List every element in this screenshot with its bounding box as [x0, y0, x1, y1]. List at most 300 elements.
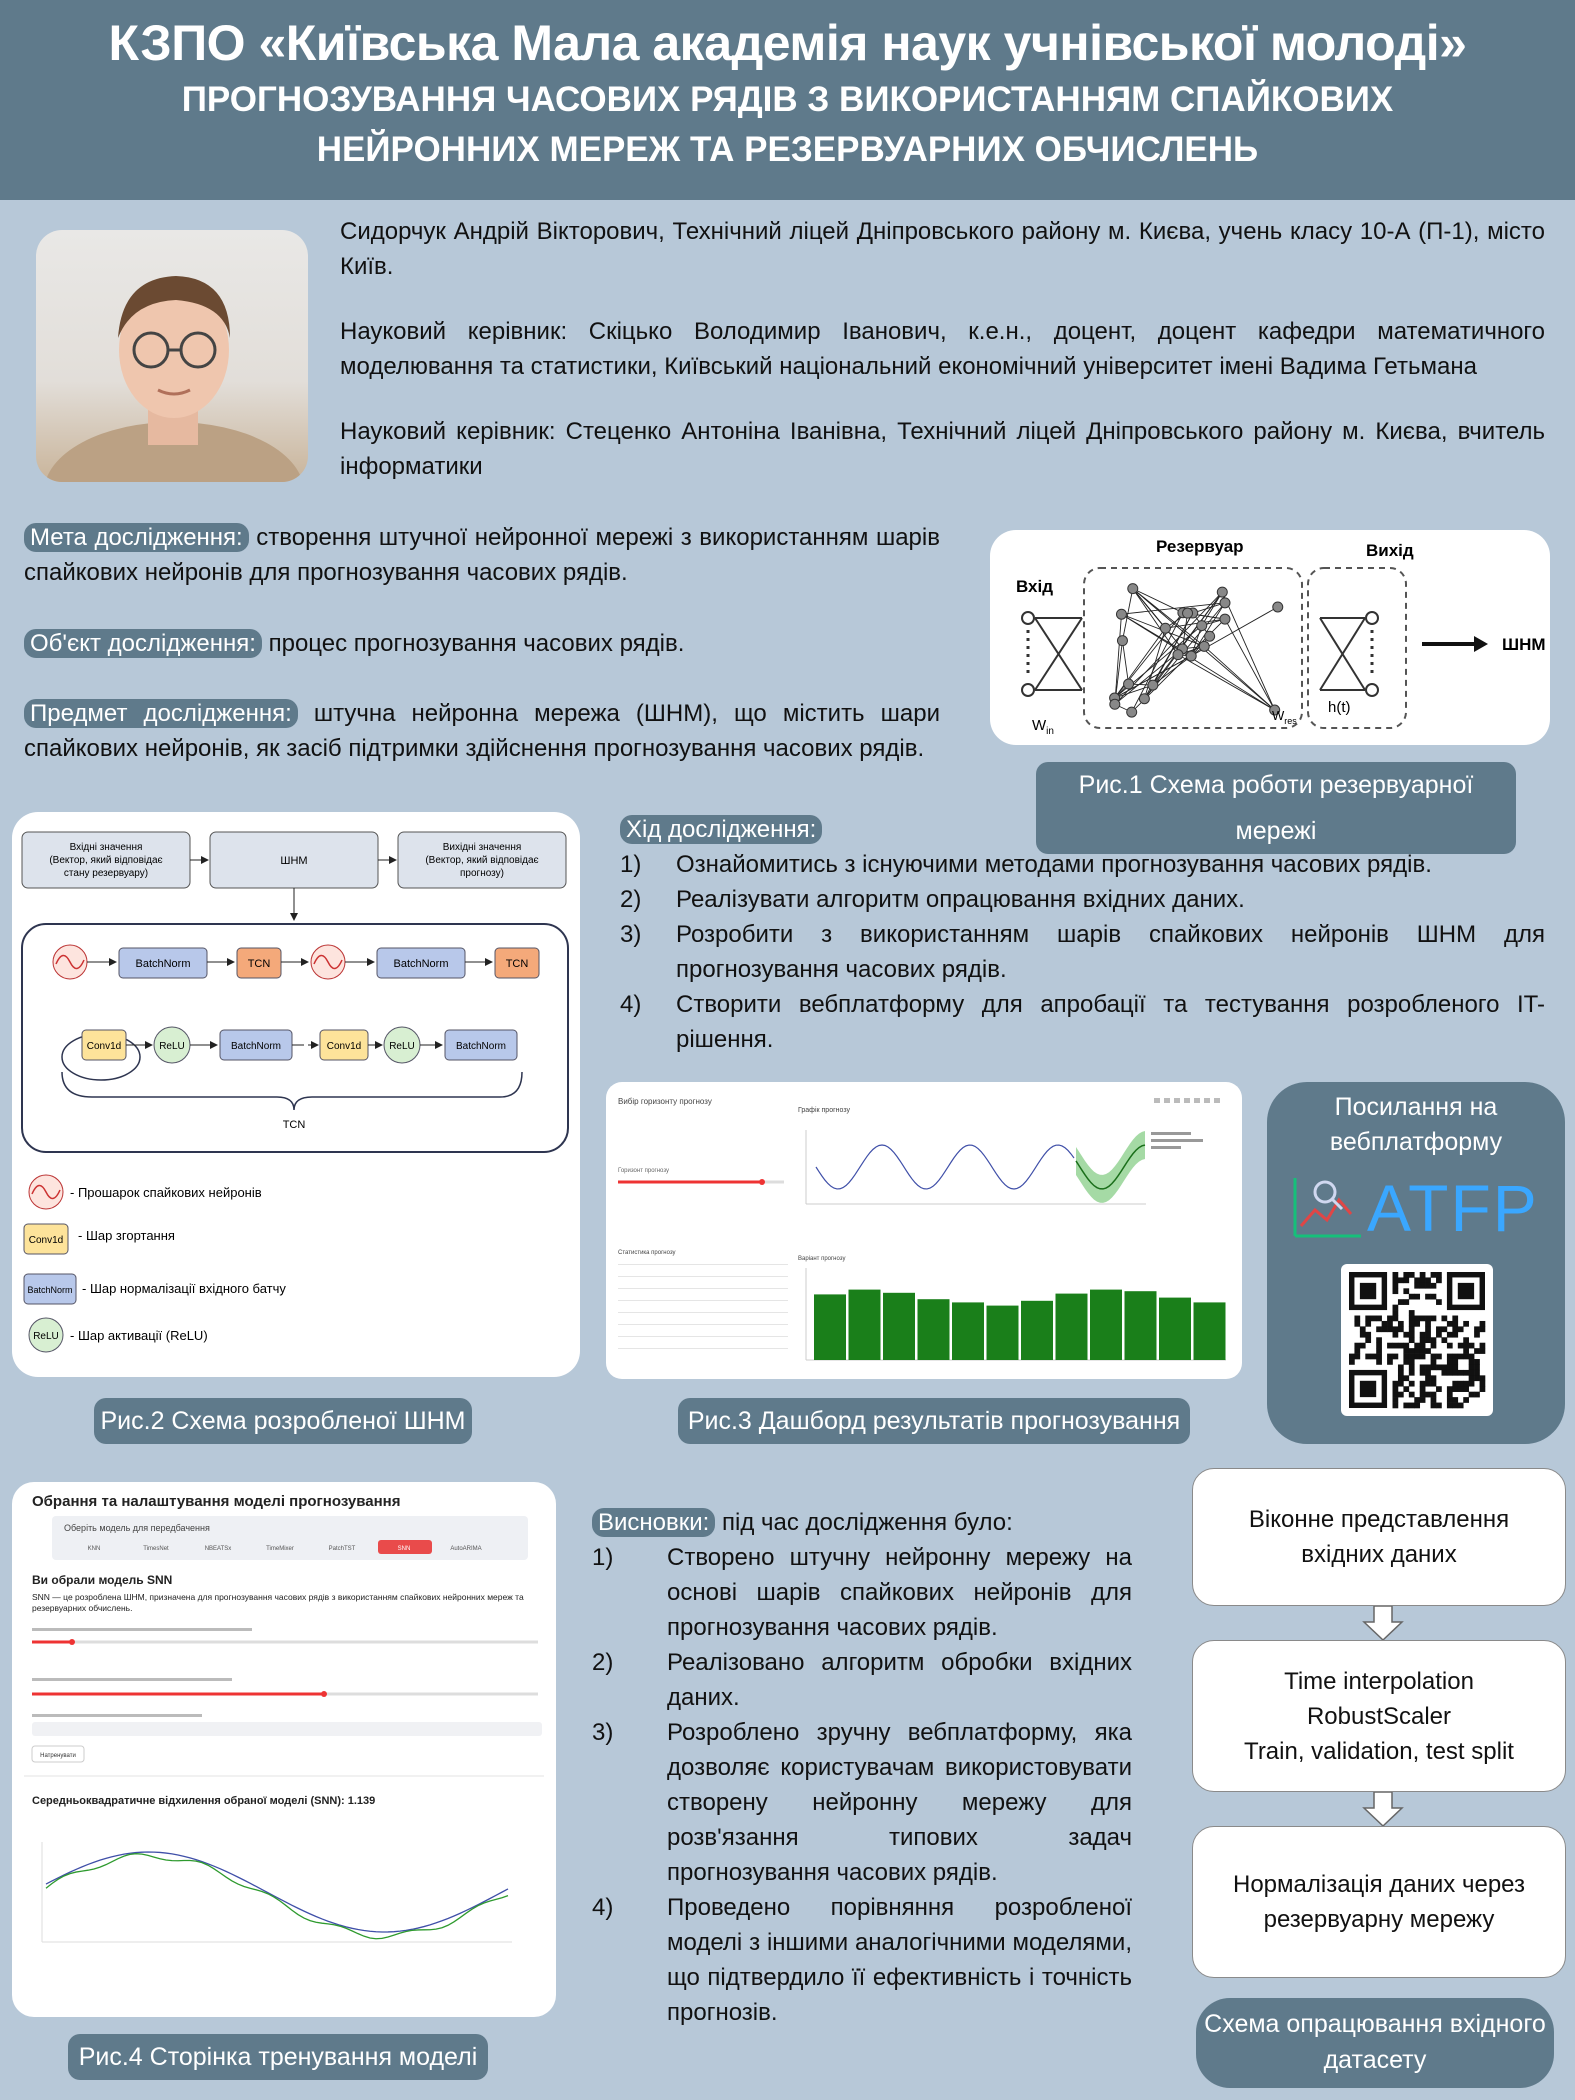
forecast-bars — [814, 1290, 1226, 1360]
qr-module — [1458, 1386, 1464, 1392]
qr-module — [1425, 1332, 1431, 1338]
qr-module — [1436, 1403, 1442, 1409]
qr-module — [1414, 1397, 1420, 1403]
input-node — [1022, 612, 1034, 624]
qr-module — [1431, 1364, 1437, 1370]
output-box — [1308, 568, 1406, 728]
param-slider-1-thumb[interactable] — [69, 1639, 75, 1645]
qr-module — [1474, 1370, 1480, 1376]
qr-module — [1425, 1316, 1431, 1322]
subject-label: Предмет дослідження: — [24, 699, 298, 728]
subject-text: штучна нейронна мережа (ШНМ), що містить шари спайкових нейронів, як засіб підтримки здійснення прогнозування часових рядів. — [24, 700, 940, 762]
qr-module — [1382, 1321, 1388, 1327]
svg-text:TCN: TCN — [505, 958, 529, 970]
svg-text:(Вектор, який відповідає: (Вектор, який відповідає — [49, 855, 163, 866]
qr-module — [1403, 1375, 1409, 1381]
qr-module — [1414, 1343, 1420, 1349]
flow-box-window — [1192, 1468, 1566, 1606]
qr-module — [1414, 1403, 1420, 1409]
model-tab-timemixer[interactable]: TimeMixer — [266, 1546, 294, 1552]
stats-table-row — [618, 1276, 788, 1277]
qr-module — [1393, 1272, 1399, 1278]
qr-module — [1452, 1359, 1458, 1365]
qr-module — [1409, 1392, 1415, 1398]
qr-module — [1425, 1326, 1431, 1332]
svg-text:Вихідні значення: Вихідні значення — [442, 842, 522, 853]
qr-module — [1436, 1332, 1442, 1338]
fig1-caption: Рис.1 Схема роботи резервуарної мережі — [1036, 762, 1516, 854]
forecast-bar — [1021, 1301, 1053, 1360]
author-advisor-1: Науковий керівник: Скіцько Володимир Іванович, к.е.н., доцент, доцент кафедри математичного моделювання та статистики, Київський національний економічний університет імені Вадима Гетьмана — [340, 318, 1545, 380]
flow-caption-line2: датасету — [1323, 2046, 1427, 2074]
qr-module — [1414, 1321, 1420, 1327]
conclusions-list — [592, 1540, 1132, 2030]
stats-table-row — [618, 1312, 788, 1313]
qr-module — [1393, 1332, 1399, 1338]
qr-module — [1431, 1354, 1437, 1360]
qr-module — [1463, 1381, 1469, 1387]
flow-box-preprocessing — [1192, 1640, 1566, 1792]
qr-module — [1398, 1321, 1404, 1327]
qr-module — [1403, 1332, 1409, 1338]
research-step — [620, 882, 1545, 917]
qr-module — [1463, 1337, 1469, 1343]
qr-module — [1420, 1343, 1426, 1349]
reservoir-node — [1273, 602, 1283, 612]
qr-module — [1463, 1321, 1469, 1327]
qr-module — [1480, 1381, 1486, 1387]
qr-module — [1431, 1375, 1437, 1381]
qr-module — [1376, 1337, 1382, 1343]
qr-module — [1360, 1326, 1366, 1332]
qr-finder — [1458, 1283, 1474, 1299]
qr-module — [1431, 1294, 1437, 1300]
object-text: процес прогнозування часових рядів. — [261, 630, 685, 657]
qr-module — [1393, 1354, 1399, 1360]
conclusion-item — [592, 1715, 1132, 1890]
svg-text:ReLU: ReLU — [33, 1331, 59, 1342]
stats-table-row — [618, 1336, 788, 1337]
qr-module — [1365, 1337, 1371, 1343]
svg-text:ШНМ: ШНМ — [280, 855, 308, 867]
svg-text:(Вектор, який відповідає: (Вектор, який відповідає — [425, 855, 539, 866]
stats-table-row — [618, 1300, 788, 1301]
model-tab-nbeatsx[interactable]: NBEATSx — [204, 1546, 232, 1552]
qr-module — [1420, 1348, 1426, 1354]
forecast-bar — [1056, 1294, 1088, 1360]
reservoir-label: Резервуар — [1156, 537, 1244, 556]
qr-module — [1393, 1326, 1399, 1332]
qr-module — [1436, 1386, 1442, 1392]
qr-module — [1452, 1381, 1458, 1387]
qr-module — [1425, 1370, 1431, 1376]
qr-module — [1441, 1326, 1447, 1332]
qr-module — [1393, 1305, 1399, 1311]
qr-module — [1398, 1343, 1404, 1349]
goal-label: Мета дослідження: — [24, 523, 249, 552]
conclusion-number: 2) — [592, 1649, 614, 1676]
qr-module — [1398, 1392, 1404, 1398]
qr-module — [1420, 1337, 1426, 1343]
author-advisor-2: Науковий керівник: Стеценко Антоніна Іванівна, Технічний ліцей Дніпровського району м. Києва, вчитель інформатики — [340, 418, 1545, 480]
reservoir-node — [1148, 680, 1158, 690]
qr-module — [1398, 1364, 1404, 1370]
forecast-bar — [918, 1299, 950, 1360]
conclusion-text: Реалізовано алгоритм обробки вхідних даних. — [667, 1649, 1132, 1711]
qr-module — [1409, 1337, 1415, 1343]
model-tab-knn[interactable]: KNN — [87, 1546, 101, 1552]
step-text: Реалізувати алгоритм опрацювання вхідних даних. — [676, 886, 1245, 913]
qr-module — [1409, 1294, 1415, 1300]
reservoir-network — [1110, 584, 1283, 717]
qr-module — [1420, 1392, 1426, 1398]
svg-text:Conv1d: Conv1d — [326, 1041, 362, 1052]
reservoir-edge — [1178, 655, 1275, 710]
fig2-caption: Рис.2 Схема розробленої ШНМ — [94, 1398, 472, 1444]
qr-module — [1447, 1354, 1453, 1360]
arrow-right-icon — [1474, 636, 1488, 652]
qr-module — [1371, 1316, 1377, 1322]
qr-module — [1393, 1288, 1399, 1294]
qr-module — [1420, 1277, 1426, 1283]
reservoir-node — [1116, 609, 1126, 619]
qr-module — [1425, 1381, 1431, 1387]
qr-module — [1441, 1337, 1447, 1343]
link-panel-title-2: вебплатформу — [1329, 1128, 1503, 1156]
conclusion-text: Проведено порівняння розробленої моделі з іншими аналогічними моделями, що підтвердило її ефективність і точність прогнозів. — [667, 1894, 1132, 2026]
step-number: 2) — [620, 886, 642, 913]
qr-module — [1447, 1321, 1453, 1327]
authors-block — [340, 214, 1545, 514]
qr-module — [1452, 1321, 1458, 1327]
reservoir-node — [1199, 641, 1209, 651]
param-slider-2-thumb[interactable] — [321, 1691, 327, 1697]
stats-table-row — [618, 1324, 788, 1325]
qr-module — [1393, 1397, 1399, 1403]
qr-module — [1425, 1392, 1431, 1398]
qr-module — [1393, 1283, 1399, 1289]
reservoir-node — [1110, 699, 1120, 709]
qr-module — [1409, 1316, 1415, 1322]
qr-module — [1425, 1337, 1431, 1343]
horizon-slider-label: Горизонт прогнозу — [618, 1168, 669, 1174]
forecast-bar — [952, 1302, 984, 1360]
qr-module — [1463, 1370, 1469, 1376]
qr-module — [1431, 1397, 1437, 1403]
qr-module — [1420, 1370, 1426, 1376]
qr-module — [1463, 1397, 1469, 1403]
qr-module — [1420, 1332, 1426, 1338]
qr-module — [1409, 1348, 1415, 1354]
qr-module — [1480, 1343, 1486, 1349]
flow-box-preprocessing-line2: RobustScaler — [1306, 1702, 1452, 1730]
param-select[interactable] — [32, 1722, 542, 1736]
reservoir-edge — [1133, 589, 1166, 629]
qr-module — [1393, 1343, 1399, 1349]
atfp-logo-icon — [1287, 1170, 1367, 1242]
fig4-training-page — [12, 1482, 556, 2017]
svg-text:Conv1d: Conv1d — [86, 1041, 122, 1052]
qr-module — [1376, 1354, 1382, 1360]
qr-module — [1431, 1392, 1437, 1398]
qr-finder — [1360, 1381, 1376, 1397]
qr-module — [1349, 1354, 1355, 1360]
forecast-bar — [1194, 1302, 1226, 1360]
chosen-model-text: Ви обрали модель SNN — [32, 1573, 173, 1587]
qr-module — [1354, 1354, 1360, 1360]
training-predicted-line — [46, 1854, 508, 1939]
fig1-reservoir-diagram — [990, 530, 1550, 745]
qr-module — [1349, 1359, 1355, 1365]
svg-text:Conv1d: Conv1d — [28, 1235, 64, 1246]
qr-module — [1387, 1326, 1393, 1332]
qr-module — [1458, 1343, 1464, 1349]
flow-arrow-down-icon — [1362, 1606, 1404, 1642]
qr-module — [1452, 1316, 1458, 1322]
project-title-line1: ПРОГНОЗУВАННЯ ЧАСОВИХ РЯДІВ З ВИКОРИСТАННЯМ СПАЙКОВИХ — [181, 80, 1394, 119]
forecast-bar — [849, 1290, 881, 1360]
qr-module — [1425, 1348, 1431, 1354]
institution-title: КЗПО «Київська Мала академія наук учнівської молоді» — [108, 15, 1467, 71]
model-tab-autoarima[interactable]: AutoARIMA — [450, 1546, 482, 1552]
svg-text:ReLU: ReLU — [159, 1041, 185, 1052]
qr-module — [1387, 1343, 1393, 1349]
qr-module — [1474, 1359, 1480, 1365]
svg-text:BatchNorm: BatchNorm — [393, 958, 449, 970]
qr-module — [1409, 1403, 1415, 1409]
qr-module — [1425, 1321, 1431, 1327]
qr-module — [1452, 1364, 1458, 1370]
reservoir-node — [1124, 679, 1134, 689]
step-number: 3) — [620, 921, 642, 948]
qr-module — [1447, 1332, 1453, 1338]
qr-module — [1403, 1343, 1409, 1349]
qr-module — [1452, 1370, 1458, 1376]
svg-text:BatchNorm: BatchNorm — [455, 1041, 507, 1052]
qr-module — [1447, 1359, 1453, 1365]
qr-module — [1414, 1283, 1420, 1289]
wres-label: $W_{res}$ — [1272, 708, 1297, 726]
reservoir-node — [1217, 587, 1227, 597]
stats-table-row — [618, 1264, 788, 1265]
qr-module — [1393, 1392, 1399, 1398]
flow-box-normalization-line1: Нормалізація даних через — [1232, 1871, 1525, 1898]
qr-module — [1469, 1370, 1475, 1376]
reservoir-node — [1127, 707, 1137, 717]
svg-text:BatchNorm: BatchNorm — [230, 1041, 282, 1052]
qr-module — [1409, 1310, 1415, 1316]
qr-finder — [1360, 1283, 1376, 1299]
qr-module — [1414, 1354, 1420, 1360]
qr-module — [1447, 1403, 1453, 1409]
qr-module — [1425, 1277, 1431, 1283]
fig2-snn-diagram — [12, 812, 580, 1377]
qr-module — [1469, 1381, 1475, 1387]
qr-module — [1376, 1326, 1382, 1332]
qr-module — [1409, 1354, 1415, 1360]
qr-module — [1436, 1364, 1442, 1370]
qr-module — [1463, 1386, 1469, 1392]
qr-module — [1387, 1359, 1393, 1365]
flow-box-preprocessing-line3: Train, validation, test split — [1244, 1737, 1514, 1765]
qr-module — [1403, 1354, 1409, 1360]
win-label: $W_{in}$ — [1032, 717, 1054, 737]
qr-module — [1431, 1343, 1437, 1349]
reservoir-node — [1220, 598, 1230, 608]
qr-module — [1458, 1403, 1464, 1409]
forecast-bar — [1090, 1290, 1122, 1360]
conclusion-item — [592, 1645, 1132, 1715]
qr-module — [1403, 1299, 1409, 1305]
qr-module — [1398, 1299, 1404, 1305]
model-tab-timesnet[interactable]: TimesNet — [143, 1546, 169, 1552]
output-node — [1366, 612, 1378, 624]
qr-module — [1403, 1288, 1409, 1294]
qr-module — [1403, 1359, 1409, 1365]
qr-module — [1474, 1326, 1480, 1332]
flow-caption-line1: Схема опрацювання вхідного — [1204, 2010, 1546, 2038]
qr-module — [1436, 1299, 1442, 1305]
qr-module — [1414, 1277, 1420, 1283]
qr-module — [1414, 1348, 1420, 1354]
qr-module — [1447, 1392, 1453, 1398]
qr-module — [1387, 1354, 1393, 1360]
reservoir-node — [1139, 694, 1149, 704]
conclusions-block — [592, 1505, 1132, 2030]
step-number: 4) — [620, 991, 642, 1018]
qr-module — [1376, 1359, 1382, 1365]
author-student: Сидорчук Андрій Вікторович, Технічний ліцей Дніпровського району м. Києва, учень класу 10-А (П-1), місто Київ. — [340, 218, 1545, 280]
author-photo — [36, 230, 308, 482]
dashboard-svg — [606, 1082, 1242, 1379]
qr-module — [1431, 1359, 1437, 1365]
reservoir-node — [1197, 621, 1207, 631]
qr-module — [1403, 1277, 1409, 1283]
forecast-bar — [1125, 1291, 1157, 1360]
reservoir-node — [1220, 614, 1230, 624]
qr-module — [1458, 1354, 1464, 1360]
qr-module — [1436, 1326, 1442, 1332]
qr-module — [1403, 1386, 1409, 1392]
qr-module — [1436, 1354, 1442, 1360]
qr-module — [1436, 1277, 1442, 1283]
reservoir-node — [1173, 650, 1183, 660]
qr-module — [1469, 1364, 1475, 1370]
qr-code[interactable] — [1341, 1264, 1493, 1416]
forecast-bar — [987, 1306, 1019, 1360]
research-step — [620, 917, 1545, 987]
qr-module — [1398, 1381, 1404, 1387]
qr-module — [1414, 1294, 1420, 1300]
reservoir-node — [1186, 651, 1196, 661]
qr-module — [1458, 1326, 1464, 1332]
qr-module — [1376, 1343, 1382, 1349]
qr-module — [1480, 1386, 1486, 1392]
object-label: Об'єкт дослідження: — [24, 629, 262, 658]
object-block — [24, 626, 940, 661]
qr-module — [1393, 1403, 1399, 1409]
qr-module — [1354, 1343, 1360, 1349]
qr-module — [1425, 1364, 1431, 1370]
reservoir-node — [1205, 631, 1215, 641]
qr-module — [1420, 1364, 1426, 1370]
webplatform-link-panel — [1267, 1082, 1565, 1444]
qr-module — [1393, 1277, 1399, 1283]
qr-module — [1480, 1375, 1486, 1381]
qr-module — [1447, 1343, 1453, 1349]
qr-module — [1365, 1316, 1371, 1322]
output-node — [1366, 684, 1378, 696]
qr-module — [1431, 1403, 1437, 1409]
qr-module — [1409, 1359, 1415, 1365]
tcn-group-label: TCN — [282, 1119, 306, 1131]
qr-module — [1387, 1321, 1393, 1327]
goal-text: створення штучної нейронної мережі з використанням шарів спайкових нейронів для прогнозування часових рядів. — [24, 524, 940, 586]
qr-module — [1425, 1294, 1431, 1300]
qr-module — [1474, 1348, 1480, 1354]
qr-module — [1382, 1326, 1388, 1332]
qr-module — [1480, 1326, 1486, 1332]
qr-module — [1409, 1272, 1415, 1278]
step-text: Розробити з використанням шарів спайкових нейронів ШНМ для прогнозування часових рядів. — [676, 921, 1545, 983]
horizon-slider-thumb[interactable] — [759, 1179, 765, 1185]
reservoir-node — [1117, 636, 1127, 646]
qr-module — [1463, 1354, 1469, 1360]
qr-module — [1431, 1381, 1437, 1387]
qr-module — [1403, 1348, 1409, 1354]
snn-arrow-label: ШНМ — [1502, 635, 1546, 654]
dashboard-chart1-title: Графік прогнозу — [798, 1107, 850, 1114]
qr-module — [1371, 1354, 1377, 1360]
step-text: Ознайомитись з існуючими методами прогнозування часових рядів. — [676, 851, 1432, 878]
research-block — [620, 812, 1545, 1057]
flow-box-normalization-line2: резервуарну мережу — [1263, 1906, 1495, 1933]
qr-module — [1452, 1326, 1458, 1332]
forecast-bar — [883, 1293, 915, 1360]
forecast-bar — [1159, 1298, 1191, 1360]
qr-module — [1474, 1375, 1480, 1381]
step-number: 1) — [620, 851, 642, 878]
fig4-caption: Рис.4 Сторінка тренування моделі — [68, 2034, 488, 2080]
qr-module — [1393, 1310, 1399, 1316]
reservoir-node — [1183, 608, 1193, 618]
atfp-logo-text: ATFP — [1367, 1171, 1539, 1245]
model-tab-snn[interactable]: SNN — [397, 1546, 411, 1552]
stats-table — [618, 1264, 788, 1349]
qr-module — [1469, 1354, 1475, 1360]
qr-module — [1420, 1354, 1426, 1360]
svg-text:TCN: TCN — [247, 958, 271, 970]
flow-caption — [1196, 1998, 1554, 2088]
qr-module — [1360, 1332, 1366, 1338]
qr-module — [1365, 1321, 1371, 1327]
qr-module — [1431, 1272, 1437, 1278]
project-title-line2: НЕЙРОННИХ МЕРЕЖ ТА РЕЗЕРВУАРНИХ ОБЧИСЛЕНЬ — [316, 130, 1259, 169]
qr-module — [1354, 1348, 1360, 1354]
qr-module — [1409, 1332, 1415, 1338]
conclusion-text: Створено штучну нейронну мережу на основі шарів спайкових нейронів для прогнозування часових рядів. — [667, 1544, 1132, 1641]
conclusion-text: Розроблено зручну вебплатформу, яка дозволяє користувачам використовувати створену нейронну мережу для розв'язання типових задач прогнозування часових рядів. — [667, 1719, 1132, 1886]
conclusions-label: Висновки: — [592, 1508, 715, 1537]
history-line — [816, 1145, 1074, 1189]
qr-module — [1420, 1316, 1426, 1322]
svg-text:стану резервуару): стану резервуару) — [63, 868, 149, 879]
qr-module — [1469, 1375, 1475, 1381]
author-portrait-image — [36, 230, 308, 482]
qr-code-image — [1341, 1264, 1493, 1416]
qr-module — [1409, 1370, 1415, 1376]
model-tab-patchtst[interactable]: PatchTST — [328, 1546, 356, 1552]
